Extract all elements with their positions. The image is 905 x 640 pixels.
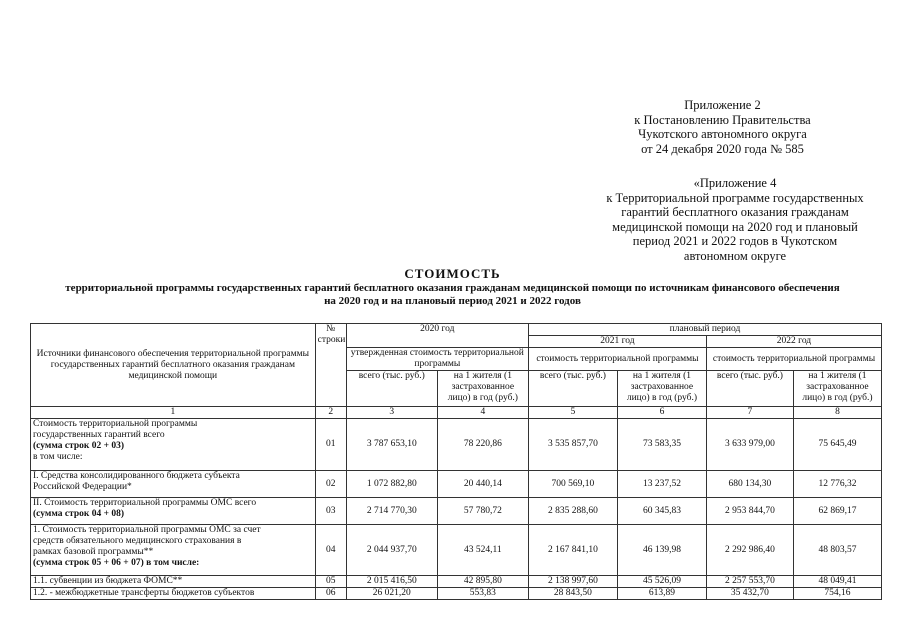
row-label: II. Стоимость территориальной программы ОМС всего (сумма строк 04 + 08) (31, 498, 316, 525)
value-cell: 680 134,30 (706, 471, 793, 498)
value-cell: 2 714 770,30 (346, 498, 437, 525)
value-cell: 60 345,83 (617, 498, 706, 525)
table-row (31, 525, 882, 576)
col-num: 4 (437, 407, 528, 419)
value-cell: 553,83 (437, 588, 528, 600)
value-cell: 62 869,17 (793, 498, 881, 525)
row-number: 02 (315, 471, 346, 498)
value-cell: 43 524,11 (437, 525, 528, 576)
row-label: I. Средства консолидированного бюджета субъекта Российской Федерации* (31, 471, 316, 498)
value-cell: 613,89 (617, 588, 706, 600)
annex-line: Приложение 2 (684, 98, 761, 112)
table-row (31, 498, 882, 525)
annex-line: от 24 декабря 2020 года № 585 (641, 141, 804, 156)
row-number: 06 (315, 588, 346, 600)
value-cell: 3 633 979,00 (706, 419, 793, 471)
header-2021: 2021 год (528, 336, 706, 348)
value-cell: 2 167 841,10 (528, 525, 617, 576)
value-cell: 78 220,86 (437, 419, 528, 471)
value-cell: 754,16 (793, 588, 881, 600)
header-per-capita: на 1 жителя (1 застрахованное лицо) в год (руб.) (437, 371, 528, 407)
value-cell: 75 645,49 (793, 419, 881, 471)
subtitle-line-1: территориальной программы государственных гарантий бесплатного оказания гражданам медицинской помощи по источникам финансового обеспечения (65, 282, 840, 294)
annex-line: «Приложение 4 (693, 176, 777, 190)
row-label: 1. Стоимость территориальной программы ОМС за счет средств обязательного медицинского страхования в рамках базовой программы** (сумма строк 05 + 06 + 07) в том числе: (31, 525, 316, 576)
header-rownum: № строки (315, 324, 346, 407)
table-row (31, 471, 882, 498)
header-source: Источники финансового обеспечения территориальной программы государственных гарантий бесплатного оказания гражданам медицинской помощи (31, 324, 316, 407)
row-number: 04 (315, 525, 346, 576)
value-cell: 12 776,32 (793, 471, 881, 498)
value-cell: 35 432,70 (706, 588, 793, 600)
table-row (31, 576, 882, 588)
annex-line: период 2021 и 2022 годов в Чукотском (632, 234, 838, 248)
value-cell: 3 535 857,70 (528, 419, 617, 471)
header-2020: 2020 год (346, 324, 528, 348)
annex-4-header (585, 176, 885, 263)
header-cost-2021: стоимость территориальной программы (528, 348, 706, 371)
col-num: 8 (793, 407, 881, 419)
annex-line: к Постановлению Правительства (634, 112, 811, 127)
financing-table (30, 323, 882, 600)
value-cell: 46 139,98 (617, 525, 706, 576)
value-cell: 2 257 553,70 (706, 576, 793, 588)
table-row (31, 419, 882, 471)
header-per-capita: на 1 жителя (1 застрахованное лицо) в год (руб.) (793, 371, 881, 407)
header-plan-period: плановый период (528, 324, 881, 336)
value-cell: 48 803,57 (793, 525, 881, 576)
value-cell: 700 569,10 (528, 471, 617, 498)
annex-line: медицинской помощи на 2020 год и плановый (612, 219, 858, 234)
column-number-row (31, 407, 882, 419)
table-row (31, 588, 882, 600)
row-label: 1.2. - межбюджетные трансферты бюджетов субъектов (31, 588, 316, 600)
value-cell: 2 015 416,50 (346, 576, 437, 588)
value-cell: 57 780,72 (437, 498, 528, 525)
value-cell: 2 044 937,70 (346, 525, 437, 576)
value-cell: 42 895,80 (437, 576, 528, 588)
col-num: 5 (528, 407, 617, 419)
annex-line: гарантий бесплатного оказания гражданам (621, 205, 849, 219)
value-cell: 20 440,14 (437, 471, 528, 498)
header-total: всего (тыс. руб.) (346, 371, 437, 407)
value-cell: 1 072 882,80 (346, 471, 437, 498)
value-cell: 28 843,50 (528, 588, 617, 600)
value-cell: 26 021,20 (346, 588, 437, 600)
value-cell: 45 526,09 (617, 576, 706, 588)
value-cell: 3 787 653,10 (346, 419, 437, 471)
header-cost-2022: стоимость территориальной программы (706, 348, 881, 371)
document-subtitle (20, 282, 885, 308)
header-total: всего (тыс. руб.) (528, 371, 617, 407)
col-num: 2 (315, 407, 346, 419)
row-number: 01 (315, 419, 346, 471)
value-cell: 2 138 997,60 (528, 576, 617, 588)
header-2022: 2022 год (706, 336, 881, 348)
row-label: 1.1. субвенции из бюджета ФОМС** (31, 576, 316, 588)
header-total: всего (тыс. руб.) (706, 371, 793, 407)
col-num: 3 (346, 407, 437, 419)
document-title: СТОИМОСТЬ (404, 266, 501, 281)
annex-line: к Территориальной программе государственных (606, 190, 864, 205)
header-per-capita: на 1 жителя (1 застрахованное лицо) в год (руб.) (617, 371, 706, 407)
annex-line: Чукотского автономного округа (638, 127, 807, 141)
value-cell: 73 583,35 (617, 419, 706, 471)
subtitle-line-2: на 2020 год и на плановый период 2021 и 2022 годов (324, 295, 581, 307)
value-cell: 13 237,52 (617, 471, 706, 498)
value-cell: 2 292 986,40 (706, 525, 793, 576)
header-approved-cost: утвержденная стоимость территориальной программы (346, 348, 528, 371)
value-cell: 2 835 288,60 (528, 498, 617, 525)
col-num: 1 (31, 407, 316, 419)
col-num: 6 (617, 407, 706, 419)
value-cell: 48 049,41 (793, 576, 881, 588)
annex-line: автономном округе (683, 248, 787, 263)
row-number: 03 (315, 498, 346, 525)
value-cell: 2 953 844,70 (706, 498, 793, 525)
annex-2-header (600, 98, 845, 156)
row-label: Стоимость территориальной программы государственных гарантий всего (сумма строк 02 + 03) в том числе: (31, 419, 316, 471)
col-num: 7 (706, 407, 793, 419)
row-number: 05 (315, 576, 346, 588)
